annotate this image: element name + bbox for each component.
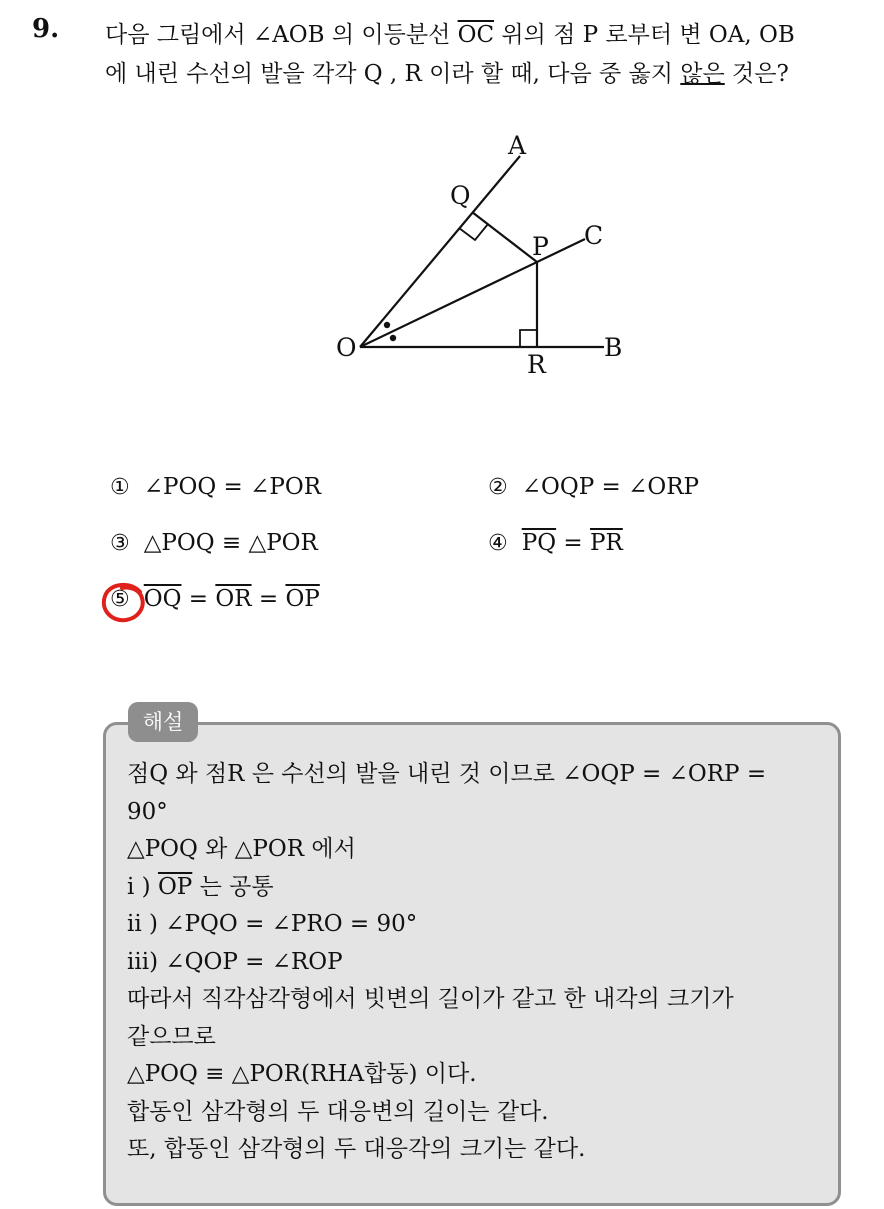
choice-mark: ②: [488, 475, 508, 500]
solution-tab: 해설: [128, 702, 198, 742]
label-c: C: [584, 221, 604, 250]
question-line-2: 에 내린 수선의 발을 각각 Q , R 이라 할 때, 다음 중 옳지 않은 것은?: [105, 61, 789, 87]
solution-line: 또, 합동인 삼각형의 두 대응각의 크기는 같다.: [127, 1136, 586, 1162]
choice-4[interactable]: ④ $\overline{PQ} = \overline{PR}$: [488, 530, 623, 556]
choice-3[interactable]: ③ △POQ ≡ △POR: [110, 530, 318, 556]
solution-line: 합동인 삼각형의 두 대응변의 길이는 같다.: [127, 1098, 549, 1125]
choice-mark: ⑤: [110, 587, 130, 612]
label-b: B: [604, 333, 623, 362]
solution-line: 같으므로: [127, 1023, 216, 1050]
geometry-figure: [320, 120, 650, 380]
angle-dot-lower: [390, 335, 396, 341]
question-line-1: 다음 그림에서 ∠AOB 의 이등분선 $\overline{OC}$ 위의 점 P 로부터 변 OA, OB: [105, 22, 795, 48]
segment-op: $\overline{OP}$: [157, 873, 193, 900]
angle-dot-upper: [384, 322, 390, 328]
label-o: O: [336, 333, 357, 362]
solution-line: ii ) ∠PQO = ∠PRO = 90°: [127, 911, 418, 937]
label-r: R: [527, 350, 546, 379]
label-q: Q: [450, 181, 471, 210]
ray-oc: [360, 239, 585, 347]
solution-line: △POQ ≡ △POR(RHA합동) 이다.: [127, 1061, 477, 1087]
label-p: P: [532, 232, 549, 261]
solution-line: △POQ 와 △POR 에서: [127, 836, 356, 862]
segment-oc: $\overline{OC}$: [457, 22, 495, 48]
question-text: [105, 16, 865, 94]
solution-line: iii) ∠QOP = ∠ROP: [127, 948, 343, 975]
label-a: A: [508, 131, 527, 160]
solution-line: 점Q 와 점R 은 수선의 발을 내린 것 이므로 ∠OQP = ∠ORP =: [127, 761, 767, 787]
ray-oa: [360, 156, 520, 347]
answer-circle-mark: [100, 580, 150, 626]
right-angle-r: [520, 330, 537, 347]
choice-mark: ①: [110, 475, 130, 500]
solution-line: i ) $\overline{OP}$ 는 공통: [127, 873, 274, 900]
question-number: 9.: [32, 14, 60, 44]
solution-line: 따라서 직각삼각형에서 빗변의 길이가 같고 한 내각의 크기가: [127, 986, 734, 1012]
choice-2[interactable]: ② ∠OQP = ∠ORP: [488, 474, 700, 500]
choice-mark: ③: [110, 531, 130, 556]
segment-qp: [472, 212, 537, 262]
choice-5[interactable]: ⑤ $\overline{OQ} = \overline{OR} = \overline{OP}$: [110, 586, 320, 612]
right-angle-q: [459, 224, 488, 240]
emphasis-not: 않은: [680, 61, 725, 87]
solution-line: 90°: [127, 798, 168, 825]
choice-mark: ④: [488, 531, 508, 556]
choice-1[interactable]: ① ∠POQ = ∠POR: [110, 474, 322, 500]
solution-body: [127, 756, 827, 1169]
